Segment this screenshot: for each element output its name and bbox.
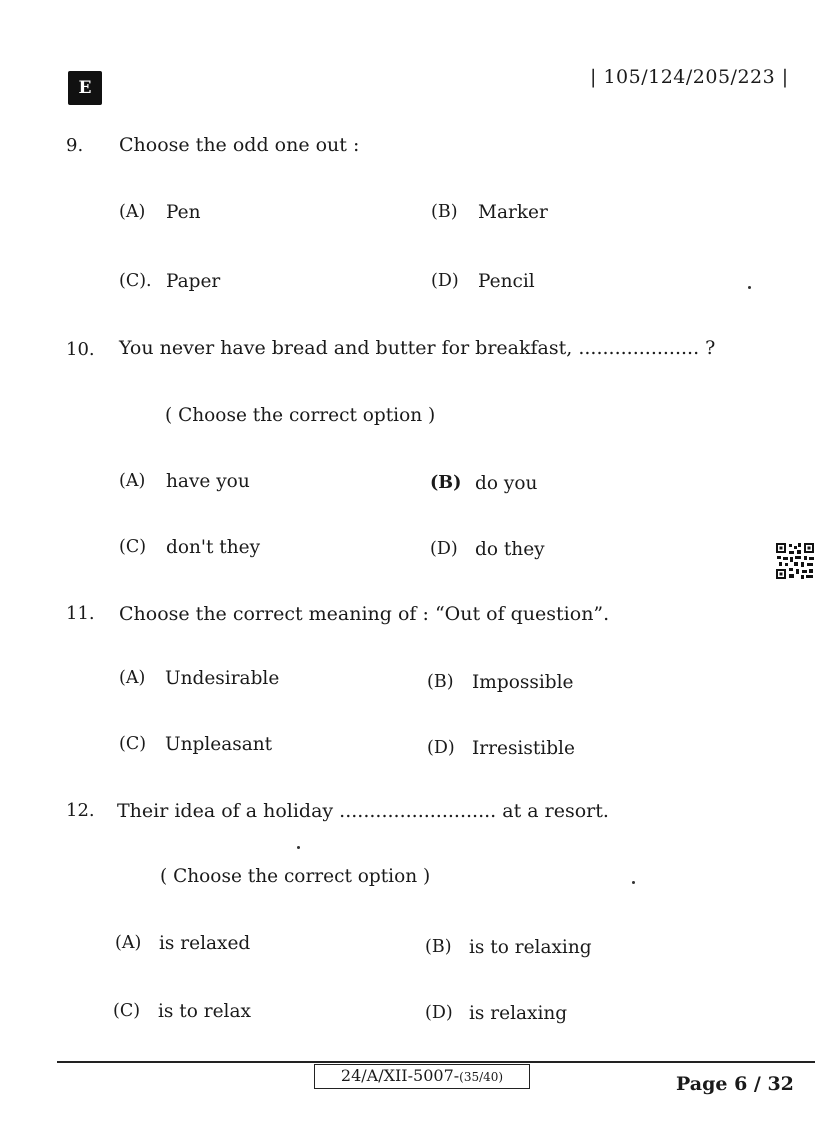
option-label: (C) xyxy=(119,537,147,557)
option-text: is to relaxing xyxy=(469,937,592,958)
option-text: is to relax xyxy=(158,1001,251,1022)
option-text: is relaxed xyxy=(159,933,251,954)
paper-id-box xyxy=(314,1064,530,1089)
option-label: (B) xyxy=(431,202,458,222)
question-number: 12. xyxy=(66,800,95,821)
option-text: Paper xyxy=(166,271,221,292)
question-instruction: ( Choose the correct option ) xyxy=(160,866,431,887)
question-number: 11. xyxy=(66,603,95,624)
option-label: (C). xyxy=(119,271,152,291)
option-text: Unpleasant xyxy=(165,734,273,755)
option-label: (A) xyxy=(119,668,146,688)
paper-id: 24/A/XII-5007- xyxy=(340,1066,460,1085)
page-number: Page 6 / 32 xyxy=(676,1073,794,1095)
option-text: is relaxing xyxy=(469,1003,568,1024)
option-text: Irresistible xyxy=(472,738,575,759)
question-number: 10. xyxy=(66,339,95,360)
option-label: (A) xyxy=(115,933,142,953)
option-text: Marker xyxy=(478,202,548,223)
question-instruction: ( Choose the correct option ) xyxy=(165,405,436,426)
option-label: (C) xyxy=(113,1001,141,1021)
option-text: Pencil xyxy=(478,271,535,292)
question-text: Choose the correct meaning of : “Out of question”. xyxy=(119,603,610,625)
qr-code-icon xyxy=(775,542,815,580)
scan-speck xyxy=(297,846,300,849)
option-text: do they xyxy=(475,539,545,560)
option-label: (A) xyxy=(119,202,146,222)
footer-rule xyxy=(57,1061,815,1063)
option-label: (C) xyxy=(119,734,147,754)
question-text: Their idea of a holiday .......................... at a resort. xyxy=(117,800,609,822)
option-label: (D) xyxy=(430,539,458,559)
option-label: (D) xyxy=(431,271,459,291)
option-text: Pen xyxy=(166,202,201,223)
option-text: Undesirable xyxy=(165,668,280,689)
question-number: 9. xyxy=(66,135,84,156)
option-text: don't they xyxy=(166,537,261,558)
paper-code: | 105/124/205/223 | xyxy=(590,66,789,88)
option-label: (D) xyxy=(427,738,455,758)
question-text: Choose the odd one out : xyxy=(119,134,360,156)
option-text: Impossible xyxy=(472,672,574,693)
question-text: You never have bread and butter for breakfast, .................... ? xyxy=(119,337,716,359)
scan-speck xyxy=(632,881,635,884)
option-label: (D) xyxy=(425,1003,453,1023)
option-text: have you xyxy=(166,471,250,492)
option-label: (B) xyxy=(427,672,454,692)
paper-id-suffix: (35/40) xyxy=(459,1070,504,1084)
option-label: (B) xyxy=(425,937,452,957)
option-label: (A) xyxy=(119,471,146,491)
option-label: (B) xyxy=(430,473,462,493)
set-badge: E xyxy=(68,71,102,105)
scan-speck xyxy=(748,286,751,289)
option-text: do you xyxy=(475,473,538,494)
